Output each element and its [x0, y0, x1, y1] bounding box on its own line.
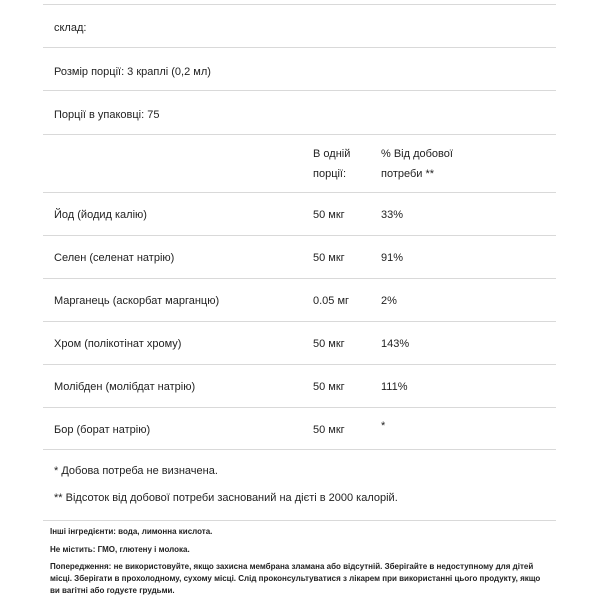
amount-header-line1: В одній	[313, 148, 351, 160]
nutrient-amount: 50 мкг	[313, 338, 345, 350]
table-row	[43, 236, 556, 279]
nutrient-daily-value: 143%	[381, 338, 410, 350]
daily-value-header-line1: % Від добової	[381, 148, 453, 160]
footnote-daily-value-not-established: * Добова потреба не визначена.	[54, 465, 218, 477]
nutrient-daily-value: 33%	[381, 209, 404, 221]
nutrient-daily-value: 91%	[381, 252, 404, 264]
amount-header	[313, 144, 373, 184]
facts-title-row	[43, 5, 556, 48]
daily-value-header-line2: потреби **	[381, 168, 435, 180]
nutrient-amount: 50 мкг	[313, 424, 345, 436]
free-of-statement: Не містить: ГМО, глютену і молока.	[50, 545, 190, 554]
supplement-facts-table	[43, 4, 556, 521]
daily-value-header	[381, 144, 541, 184]
servings-per-container-row	[43, 91, 556, 135]
nutrient-name: Селен (селенат натрію)	[54, 252, 175, 264]
nutrient-amount: 50 мкг	[313, 209, 345, 221]
nutrient-name: Йод (йодид калію)	[54, 209, 147, 221]
table-header-row	[43, 135, 556, 193]
nutrient-name: Марганець (аскорбат марганцю)	[54, 295, 220, 307]
footnotes-row	[43, 450, 556, 521]
table-row	[43, 193, 556, 236]
table-row	[43, 408, 556, 450]
table-row	[43, 322, 556, 365]
footnote-daily-value-basis: ** Відсоток від добової потреби заснований на дієті в 2000 калорій.	[54, 492, 398, 504]
nutrient-amount: 50 мкг	[313, 252, 345, 264]
other-ingredients: Інші інгредієнти: вода, лимонна кислота.	[50, 527, 213, 536]
nutrient-daily-value: 2%	[381, 295, 397, 307]
warning-text: Попередження: не використовуйте, якщо захисна мембрана зламана або відсутній. Зберігайте в недоступному для дітей місці. Зберігати в прохолодному, сухому місці. Слід проконсультуватися з лікарем при використанні цього продукту, якщо ви вагітні або годуєте грудьми.	[50, 562, 541, 595]
nutrient-name: Молібден (молібдат натрію)	[54, 381, 196, 393]
serving-size: Розмір порції: 3 краплі (0,2 мл)	[54, 66, 211, 78]
table-row	[43, 365, 556, 408]
serving-size-row	[43, 48, 556, 91]
amount-header-line2: порції:	[313, 168, 347, 180]
nutrient-daily-value: *	[381, 420, 386, 432]
nutrient-daily-value: 111%	[381, 381, 408, 393]
table-row	[43, 279, 556, 322]
nutrient-amount: 0.05 мг	[313, 295, 350, 307]
facts-title: склад:	[54, 22, 87, 34]
nutrient-amount: 50 мкг	[313, 381, 345, 393]
nutrient-name: Хром (полікотінат хрому)	[54, 338, 182, 350]
servings-per-container: Порції в упаковці: 75	[54, 109, 160, 121]
nutrient-name: Бор (борат натрію)	[54, 424, 151, 436]
